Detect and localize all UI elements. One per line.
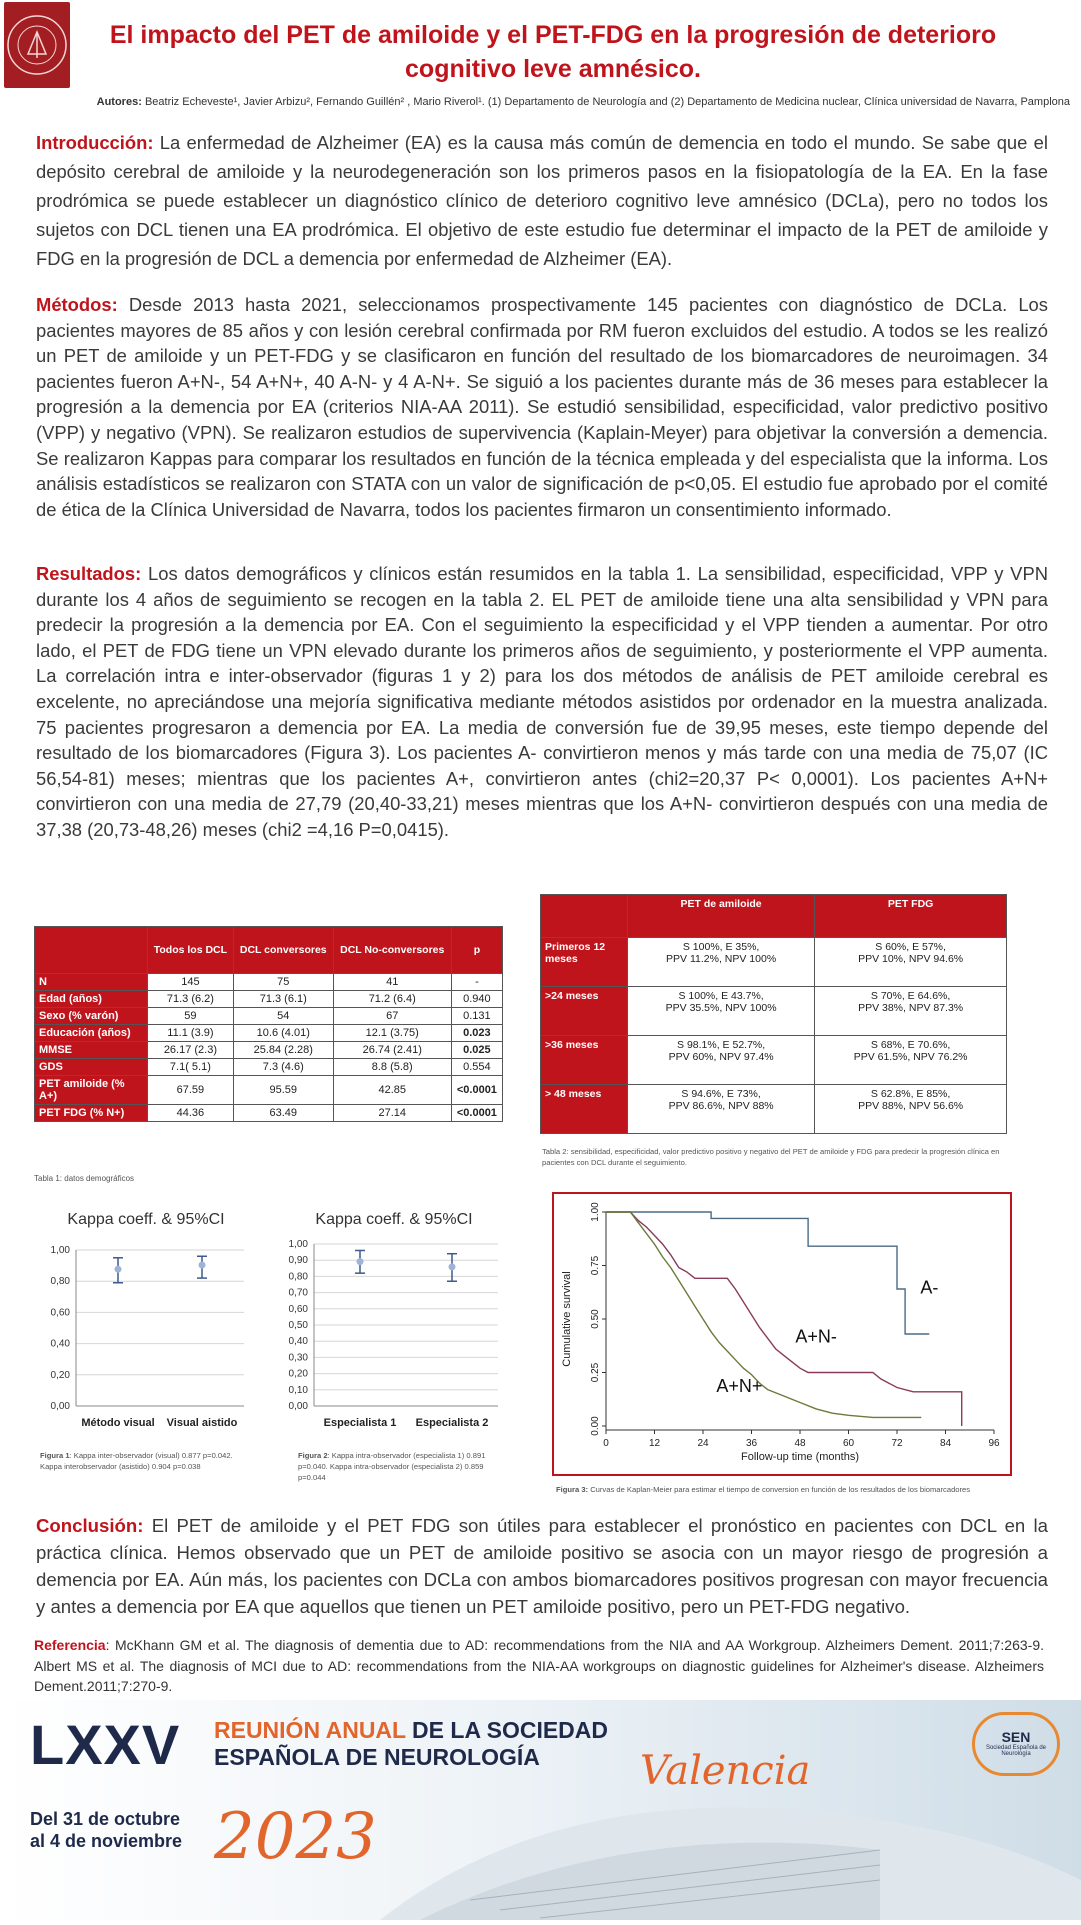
y-tick-label: 0.75 [590, 1255, 601, 1276]
conference-name [214, 1717, 608, 1771]
series-label: A+N- [795, 1326, 837, 1347]
table2-cell: S 60%, E 57%, PPV 10%, NPV 94.6% [815, 938, 1007, 987]
chart-title: Kappa coeff. & 95%CI [315, 1211, 473, 1228]
y-tick-label: 0,70 [288, 1287, 308, 1299]
methods-text: Desde 2013 hasta 2021, seleccionamos prospectivamente 145 pacientes con diagnóstico de DCLa. Los pacientes mayores de 85 años y con lesión cerebral confirmada por RM fueron excluidos del estudio. A todos se les realizó un PET de amiloide y un PET-FDG y se clasificaron en función del resultado de los biomarcadores de neuroimagen. 34 pacientes fueron A+N-, 54 A+N+, 40 A-N- y 4 A-N+. Se siguió a los pacientes durante más de 36 meses para establecer la progresión a la demencia por EA (criterios NIA-AA 2011). Se estudió sensibilidad, especificidad, valor predictivo positivo (VPP) y negativo (VPN). Se realizaron estudios de supervivencia (Kaplain-Meyer) para objetivar la conversión a demencia. Se realizaron Kappas para comparar los resultados en función de la técnica empleada y del especialista que la informa. Los análisis estadísticos se realizaron con STATA con un valor de significación de p<0,05. El estudio fue aprobado por el comité de ética de la Clínica Universidad de Navarra, todos los pacientes firmaron un consentimiento informado. [36, 294, 1048, 520]
y-tick-label: 1.00 [590, 1202, 601, 1222]
series-label: A+N+ [716, 1375, 763, 1396]
table1-cell: 12.1 (3.75) [333, 1025, 451, 1042]
table2-header-cell: PET de amiloide [628, 895, 815, 938]
table1-cell: 42.85 [333, 1076, 451, 1105]
table2-row-label: >36 meses [541, 1036, 628, 1085]
y-tick-label: 0,20 [288, 1368, 308, 1380]
y-tick-label: 0,20 [50, 1369, 70, 1381]
table2-cell: S 68%, E 70.6%, PPV 61.5%, NPV 76.2% [815, 1036, 1007, 1085]
x-tick-label: Especialista 2 [415, 1417, 489, 1429]
table-row [35, 991, 503, 1008]
table1-cell: 75 [233, 974, 333, 991]
conference-name-line2: ESPAÑOLA DE NEUROLOGÍA [214, 1744, 540, 1770]
authors-label: Autores: [96, 96, 142, 108]
y-tick-label: 0,40 [288, 1336, 308, 1348]
table1-header-cell [35, 927, 148, 974]
sen-logo [972, 1712, 1060, 1776]
y-tick-label: 0,80 [288, 1271, 308, 1283]
table1-cell: 63.49 [233, 1105, 333, 1122]
figure1-caption [40, 1450, 240, 1472]
y-tick-label: 1,00 [288, 1239, 308, 1250]
table1-cell: <0.0001 [451, 1105, 502, 1122]
table2-header-cell [541, 895, 628, 938]
table1-cell: 0.940 [451, 991, 502, 1008]
table2-caption: Tabla 2: sensibilidad, especificidad, valor predictivo positivo y negativo del PET de amiloide y FDG para predecir la progresión clínica en pacientes con DCL durante el seguimiento. [542, 1147, 1000, 1167]
table1-cell: 0.025 [451, 1042, 502, 1059]
table2-cell: S 62.8%, E 85%, PPV 88%, NPV 56.6% [815, 1085, 1007, 1134]
table1-cell: 7.3 (4.6) [233, 1059, 333, 1076]
authors-line [40, 96, 1070, 108]
kappa-chart-1 [34, 1206, 264, 1436]
table1-cell: 67.59 [148, 1076, 234, 1105]
table1-cell: 71.3 (6.1) [233, 991, 333, 1008]
kappa-chart-2 [272, 1206, 522, 1436]
survival-curve [606, 1212, 929, 1334]
table1-cell: <0.0001 [451, 1076, 502, 1105]
table-row [35, 974, 503, 991]
x-tick-label: 24 [697, 1438, 709, 1449]
y-tick-label: 0,90 [288, 1255, 308, 1267]
figure3-caption-label: Figura 3: [556, 1485, 589, 1494]
y-tick-label: 0,30 [288, 1352, 308, 1364]
intro-label: Introducción: [36, 132, 154, 153]
survival-curve [606, 1212, 921, 1417]
table1-cell: 44.36 [148, 1105, 234, 1122]
y-tick-label: 0,40 [50, 1338, 70, 1350]
x-tick-label: Método visual [81, 1417, 155, 1429]
conference-name-orange: REUNIÓN ANUAL [214, 1717, 406, 1743]
series-label: A- [920, 1277, 939, 1298]
x-tick-label: 36 [745, 1438, 758, 1449]
figure2-caption-text: : Kappa intra-observador (especialista 1) 0.891 p=0.040. Kappa intra-observador (especialista 2) 0.859 p=0.044 [298, 1451, 486, 1482]
table1-cell: 25.84 (2.28) [233, 1042, 333, 1059]
table2-header-row [541, 895, 1007, 938]
results-section [36, 561, 1048, 843]
sen-logo-subtext: Sociedad Española de Neurología [985, 1745, 1047, 1757]
demographics-table [34, 926, 503, 1122]
y-tick-label: 0.00 [590, 1416, 601, 1436]
table1-cell: 27.14 [333, 1105, 451, 1122]
table1-cell: - [451, 974, 502, 991]
table1-header-cell: Todos los DCL [148, 927, 234, 974]
table1-cell: 10.6 (4.01) [233, 1025, 333, 1042]
table1-row-label: MMSE [35, 1042, 148, 1059]
table1-row-label: Educación (años) [35, 1025, 148, 1042]
table1-header-cell: p [451, 927, 502, 974]
table2-cell: S 100%, E 43.7%, PPV 35.5%, NPV 100% [628, 987, 815, 1036]
y-tick-label: 0,50 [288, 1320, 308, 1331]
table-row [35, 1008, 503, 1025]
table1-row-label: Edad (años) [35, 991, 148, 1008]
table-row [35, 1025, 503, 1042]
table1-cell: 59 [148, 1008, 234, 1025]
x-tick-label: Especialista 1 [323, 1417, 397, 1429]
table2-row-label: Primeros 12 meses [541, 938, 628, 987]
table2-cell: S 70%, E 64.6%, PPV 38%, NPV 87.3% [815, 987, 1007, 1036]
survival-curve [606, 1212, 962, 1426]
table1-cell: 26.74 (2.41) [333, 1042, 451, 1059]
table1-cell: 11.1 (3.9) [148, 1025, 234, 1042]
table1-row-label: GDS [35, 1059, 148, 1076]
y-tick-label: 0.50 [590, 1309, 601, 1329]
poster-title: El impacto del PET de amiloide y el PET-FDG en la progresión de deterioro cognitivo leve amnésico. [109, 21, 997, 83]
table2-header-cell: PET FDG [815, 895, 1007, 938]
x-tick-label: 60 [842, 1438, 855, 1449]
results-label: Resultados: [36, 563, 142, 584]
table1-cell: 145 [148, 974, 234, 991]
conclusion-text: El PET de amiloide y el PET FDG son útiles para establecer el pronóstico en pacientes con DCL en la práctica clínica. Hemos observado que un PET de amiloide positivo se asocia con un mayor riesgo de progresión a demencia por EA. Aún más, los pacientes con DCLa con ambos biomarcadores positivos progresan con mayor frecuencia y antes a demencia por EA que aquellos que tienen un PET amiloide positivo, pero un PET-FDG negativo. [36, 1515, 1048, 1617]
y-tick-label: 0.25 [590, 1362, 601, 1383]
dates-line1: Del 31 de octubre [30, 1809, 181, 1829]
kappa-point [357, 1258, 364, 1265]
figure2-caption [298, 1450, 508, 1483]
chart-title: Kappa coeff. & 95%CI [67, 1211, 225, 1228]
authors-text: Beatriz Echeveste¹, Javier Arbizu², Fernando Guillén² , Mario Riverol¹. (1) Departamento de Neurología and (2) Departamento de Medicina nuclear, Clínica universidad de Navarra, Pamplona [144, 96, 1070, 108]
y-tick-label: 0,80 [50, 1276, 70, 1288]
table-row [35, 1076, 503, 1105]
references-label: Referencia [34, 1637, 106, 1653]
table1-caption: Tabla 1: datos demográficos [34, 1174, 135, 1183]
figure1-caption-text: : Kappa inter-observador (visual) 0.877 p=0.042. Kappa interobservador (asistido) 0.904 p=0.038 [40, 1451, 233, 1471]
figure2-caption-label: Figura 2 [298, 1451, 328, 1460]
table1-cell: 71.3 (6.2) [148, 991, 234, 1008]
conference-year: 2023 [214, 1800, 377, 1874]
table-row [541, 1085, 1007, 1134]
table1-row-label: PET amiloide (% A+) [35, 1076, 148, 1105]
survival-chart-frame [552, 1192, 1012, 1476]
x-axis-label: Follow-up time (months) [741, 1451, 859, 1463]
table-row [541, 1036, 1007, 1085]
table2-cell: S 94.6%, E 73%, PPV 86.6%, NPV 88% [628, 1085, 815, 1134]
figure3-caption [556, 1484, 1016, 1495]
university-logo [4, 2, 70, 88]
table1-cell: 26.17 (2.3) [148, 1042, 234, 1059]
methods-section [36, 292, 1048, 522]
table1-cell: 0.554 [451, 1059, 502, 1076]
table1-row-label: N [35, 974, 148, 991]
results-text: Los datos demográficos y clínicos están resumidos en la tabla 1. La sensibilidad, especificidad, VPP y VPN durante los 4 años de seguimiento se recogen en la tabla 2. EL PET de amiloide tiene una alta sensibilidad y VPN para predecir la progresión a la demencia por EA. Con el seguimiento la especificidad y el VPP tienden a aumentar. Por otro lado, el PET de FDG tiene un VPN elevado durante los primeros años de seguimiento, y posteriormente el VPP aumenta. La correlación intra e inter-observador (figuras 1 y 2) para los dos métodos de análisis de PET amiloide cerebral es excelente, no apreciándose una mejoría significativa mediante métodos asistidos por ordenador en la muestra analizada. 75 pacientes progresaron a demencia por EA. La media de conversión fue de 39,95 meses, este tiempo depende del resultado de los biomarcadores (Figura 3). Los pacientes A- convirtieron menos y más tarde con una media de 75,07 (IC 56,54-81) meses; mientras que los pacientes A+, convirtieron antes (chi2=20,37 P< 0,0001). Los pacientes A+N+ convirtieron con una media de 27,79 (20,40-33,21) meses mientras que los A+N- convirtieron después con una media de 37,38 (20,73-48,26) meses (chi2 =4,16 P=0,0415). [36, 563, 1048, 840]
table1-cell: 0.131 [451, 1008, 502, 1025]
table2-cell: S 98.1%, E 52.7%, PPV 60%, NPV 97.4% [628, 1036, 815, 1085]
y-tick-label: 0,10 [288, 1384, 308, 1396]
x-tick-label: 84 [939, 1438, 952, 1449]
conclusion-section [36, 1512, 1048, 1620]
figure1-caption-label: Figura 1 [40, 1451, 70, 1460]
table1-cell: 7.1( 5.1) [148, 1059, 234, 1076]
intro-section [36, 128, 1048, 273]
table1-cell: 95.59 [233, 1076, 333, 1105]
x-tick-label: 96 [988, 1438, 1000, 1449]
y-tick-label: 0,00 [288, 1401, 308, 1412]
conference-dates [30, 1808, 182, 1852]
kappa-point [199, 1261, 206, 1268]
table1-row-label: PET FDG (% N+) [35, 1105, 148, 1122]
table1-cell: 41 [333, 974, 451, 991]
y-tick-label: 0,60 [288, 1303, 308, 1315]
x-tick-label: 48 [794, 1438, 806, 1449]
table1-cell: 0.023 [451, 1025, 502, 1042]
y-tick-label: 0,00 [50, 1401, 70, 1412]
table1-row-label: Sexo (% varón) [35, 1008, 148, 1025]
table1-cell: 71.2 (6.4) [333, 991, 451, 1008]
sen-logo-text: SEN [1001, 1729, 1031, 1745]
x-tick-label: 0 [603, 1438, 609, 1449]
methods-label: Métodos: [36, 294, 118, 315]
y-axis-label: Cumulative survival [561, 1271, 573, 1367]
table-row [35, 1059, 503, 1076]
table1-cell: 67 [333, 1008, 451, 1025]
conference-city: Valencia [640, 1748, 811, 1794]
y-tick-label: 1,00 [50, 1245, 70, 1256]
diagnostic-accuracy-table [540, 894, 1007, 1134]
table-row [541, 938, 1007, 987]
table-row [35, 1105, 503, 1122]
x-tick-label: Visual aistido [166, 1417, 238, 1429]
references-text: : McKhann GM et al. The diagnosis of dementia due to AD: recommendations from the NIA and AA Workgroup. Alzheimers Dement. 2011;7:263-9. Albert MS et al. The diagnosis of MCI due to AD: recommendations from the NIA-AA workgroups on diagnostic guidelines for Alzheimer's disease. Alzheimers Dement.2011;7:270-9. [34, 1637, 1044, 1694]
kappa-point [115, 1266, 122, 1273]
references-section [34, 1635, 1044, 1697]
y-tick-label: 0,60 [50, 1307, 70, 1319]
kappa-point [449, 1263, 456, 1270]
table-row [35, 1042, 503, 1059]
conclusion-label: Conclusión: [36, 1515, 144, 1536]
table2-row-label: > 48 meses [541, 1085, 628, 1134]
x-tick-label: 72 [891, 1438, 903, 1449]
table1-header-row [35, 927, 503, 974]
intro-text: La enfermedad de Alzheimer (EA) es la causa más común de demencia en todo el mundo. Se sabe que el depósito cerebral de amiloide y la neurodegeneración son los primeros pasos en la fisiopatología de la EA. En la fase prodrómica se puede establecer un diagnóstico clínico de deterioro cognitivo leve amnésico (DCLa), pero no todos los sujetos con DCL tienen una EA prodrómica. El objetivo de este estudio fue determinar el impacto de la PET de amiloide y FDG en la progresión de DCL a demencia por enfermedad de Alzheimer (EA). [36, 132, 1048, 269]
dates-line2: al 4 de noviembre [30, 1831, 183, 1851]
survival-chart [554, 1194, 1010, 1474]
table1-header-cell: DCL conversores [233, 927, 333, 974]
table1-cell: 8.8 (5.8) [333, 1059, 451, 1076]
table1-cell: 54 [233, 1008, 333, 1025]
edition-number: LXXV [30, 1713, 181, 1776]
university-seal-icon [4, 2, 70, 88]
table1-header-cell: DCL No-conversores [333, 927, 451, 974]
table-row [541, 987, 1007, 1036]
table2-row-label: >24 meses [541, 987, 628, 1036]
x-tick-label: 12 [648, 1438, 661, 1449]
table2-cell: S 100%, E 35%, PPV 11.2%, NPV 100% [628, 938, 815, 987]
conference-name-dark: DE LA SOCIEDAD [405, 1717, 608, 1743]
figure3-caption-text: Curvas de Kaplan-Meier para estimar el tiempo de conversion en función de los resultados de los biomarcadores [588, 1485, 971, 1494]
